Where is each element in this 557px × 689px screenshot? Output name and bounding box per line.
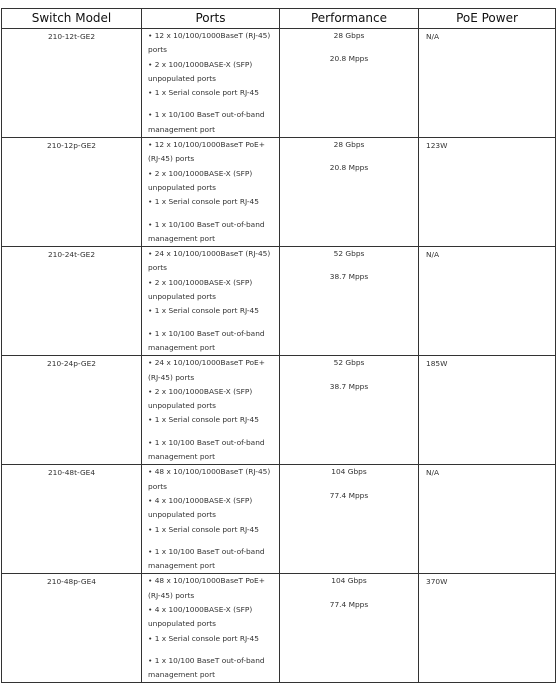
ports-cell: [142, 465, 280, 574]
port-line: • 1 x 10/100 BaseT out-of-band: [148, 110, 265, 120]
port-line: management port: [148, 670, 216, 680]
poe-power-cell: N/A: [419, 29, 556, 138]
perf-gap: [280, 261, 418, 270]
table-row: [2, 138, 556, 247]
table-row: [2, 29, 556, 138]
port-line: • 1 x 10/100 BaseT out-of-band: [148, 655, 265, 665]
port-line: ports: [148, 45, 167, 55]
port-line: (RJ-45) ports: [148, 154, 195, 164]
header-ports: Ports: [142, 9, 280, 29]
ports-cell: [142, 247, 280, 356]
table-row: [2, 247, 556, 356]
port-line: management port: [148, 561, 216, 571]
port-line: ports: [148, 263, 167, 273]
port-line: • 12 x 10/100/1000BaseT (RJ-45): [148, 31, 271, 40]
port-line: • 2 x 100/1000BASE-X (SFP): [148, 168, 253, 178]
line-gap: [148, 210, 279, 218]
port-line: unpopulated ports: [148, 510, 217, 520]
performance-cell: [280, 465, 419, 574]
poe-power-cell: 370W: [419, 574, 556, 683]
header-row: [2, 9, 556, 29]
header-poe-power: PoE Power: [419, 9, 556, 29]
perf-gap: [280, 371, 418, 380]
port-line: • 2 x 100/1000BASE-X (SFP): [148, 277, 253, 287]
switch-spec-table: [1, 8, 556, 683]
port-line: unpopulated ports: [148, 619, 217, 629]
ports-cell: [142, 574, 280, 683]
forwarding-rate-value: 20.8 Mpps: [329, 163, 369, 173]
port-line: • 24 x 10/100/1000BaseT (RJ-45): [148, 249, 271, 259]
ports-cell: [142, 356, 280, 465]
port-line: (RJ-45) ports: [148, 372, 195, 382]
port-line: unpopulated ports: [148, 182, 217, 192]
perf-gap: [280, 480, 418, 489]
port-line: • 1 x Serial console port RJ-45: [148, 524, 259, 534]
switch-model-cell: 210-24p-GE2: [2, 356, 142, 465]
table-row: [2, 465, 556, 574]
port-line: • 12 x 10/100/1000BaseT PoE+: [148, 140, 265, 150]
port-line: • 1 x Serial console port RJ-45: [148, 197, 259, 207]
switch-model-cell: 210-48t-GE4: [2, 465, 142, 574]
port-line: management port: [148, 452, 216, 462]
switch-model-cell: 210-24t-GE2: [2, 247, 142, 356]
ports-cell: [142, 29, 280, 138]
port-line: • 4 x 100/1000BASE-X (SFP): [148, 604, 253, 614]
header-performance: Performance: [280, 9, 419, 29]
switch-model-cell: 210-12p-GE2: [2, 138, 142, 247]
port-line: • 2 x 100/1000BASE-X (SFP): [148, 59, 253, 69]
port-line: • 1 x 10/100 BaseT out-of-band: [148, 546, 265, 556]
port-line: unpopulated ports: [148, 401, 217, 411]
throughput-value: 52 Gbps: [333, 249, 365, 259]
performance-cell: [280, 138, 419, 247]
port-line: • 1 x Serial console port RJ-45: [148, 415, 259, 425]
port-line: • 1 x Serial console port RJ-45: [148, 88, 259, 98]
poe-power-cell: N/A: [419, 247, 556, 356]
line-gap: [148, 646, 279, 654]
perf-gap: [280, 589, 418, 598]
poe-power-cell: N/A: [419, 465, 556, 574]
port-line: ports: [148, 481, 167, 491]
port-line: management port: [148, 124, 216, 134]
forwarding-rate-value: 77.4 Mpps: [329, 599, 369, 609]
port-line: • 1 x Serial console port RJ-45: [148, 306, 259, 316]
port-line: (RJ-45) ports: [148, 590, 195, 600]
port-line: • 4 x 100/1000BASE-X (SFP): [148, 495, 253, 505]
throughput-value: 104 Gbps: [331, 467, 367, 477]
throughput-value: 28 Gbps: [333, 140, 365, 150]
switch-model-cell: 210-48p-GE4: [2, 574, 142, 683]
forwarding-rate-value: 38.7 Mpps: [329, 272, 369, 282]
performance-cell: [280, 247, 419, 356]
forwarding-rate-value: 77.4 Mpps: [329, 490, 369, 500]
performance-cell: [280, 574, 419, 683]
port-line: unpopulated ports: [148, 292, 217, 302]
ports-cell: [142, 138, 280, 247]
poe-power-cell: 123W: [419, 138, 556, 247]
perf-gap: [280, 43, 418, 52]
forwarding-rate-value: 20.8 Mpps: [329, 54, 369, 64]
performance-cell: [280, 356, 419, 465]
port-line: • 48 x 10/100/1000BaseT (RJ-45): [148, 467, 271, 477]
table-row: [2, 356, 556, 465]
line-gap: [148, 100, 279, 108]
switch-model-cell: 210-12t-GE2: [2, 29, 142, 138]
port-line: • 1 x 10/100 BaseT out-of-band: [148, 328, 265, 338]
port-line: management port: [148, 233, 216, 243]
throughput-value: 104 Gbps: [331, 576, 367, 586]
port-line: unpopulated ports: [148, 73, 217, 83]
port-line: • 1 x 10/100 BaseT out-of-band: [148, 219, 265, 229]
line-gap: [148, 537, 279, 545]
port-line: • 2 x 100/1000BASE-X (SFP): [148, 386, 253, 396]
throughput-value: 28 Gbps: [333, 31, 365, 40]
line-gap: [148, 319, 279, 327]
port-line: • 1 x 10/100 BaseT out-of-band: [148, 437, 265, 447]
table-row: [2, 574, 556, 683]
header-switch-model: Switch Model: [2, 9, 142, 29]
port-line: • 24 x 10/100/1000BaseT PoE+: [148, 358, 265, 368]
forwarding-rate-value: 38.7 Mpps: [329, 381, 369, 391]
port-line: • 1 x Serial console port RJ-45: [148, 633, 259, 643]
performance-cell: [280, 29, 419, 138]
line-gap: [148, 428, 279, 436]
port-line: • 48 x 10/100/1000BaseT PoE+: [148, 576, 265, 586]
port-line: management port: [148, 342, 216, 352]
poe-power-cell: 185W: [419, 356, 556, 465]
perf-gap: [280, 152, 418, 161]
throughput-value: 52 Gbps: [333, 358, 365, 368]
